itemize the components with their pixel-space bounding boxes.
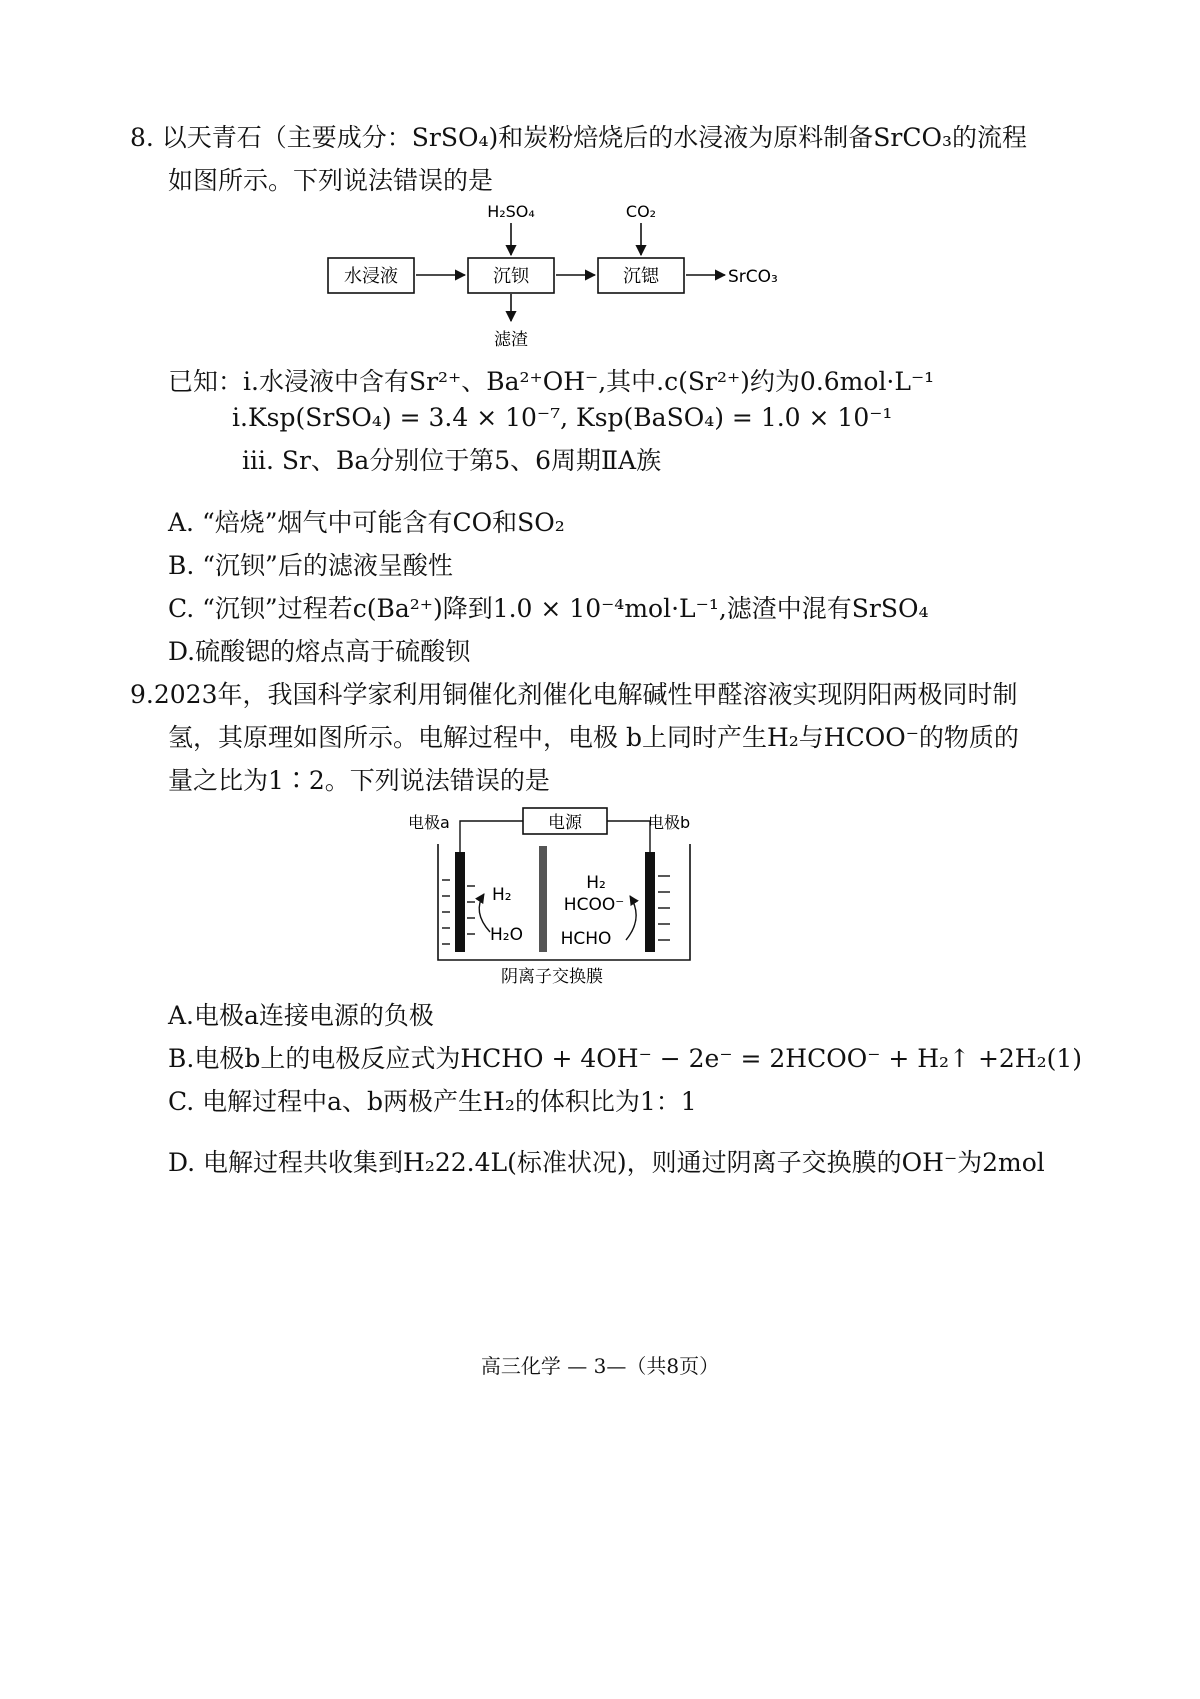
electrode-b-label: 电极b [648, 813, 691, 832]
q8-stem-line2: 如图所示。下列说法错误的是 [168, 166, 494, 195]
membrane-label: 阴离子交换膜 [501, 967, 603, 987]
electrode-a-label: 电极a [408, 813, 450, 832]
right-h2: H₂ [586, 873, 606, 893]
reagent-co2: CO₂ [625, 202, 657, 221]
q9-option-b: B.电极b上的电极反应式为HCHO + 4OH⁻ − 2e⁻ = 2HCOO⁻ + H₂↑ +2H₂(1) [168, 1044, 1083, 1073]
q8-option-d: D.硫酸锶的熔点高于硫酸钡 [168, 637, 471, 666]
reagent-h2so4: H₂SO₄ [487, 202, 535, 221]
right-hcoo: HCOO⁻ [563, 895, 625, 915]
wire-right [607, 821, 650, 852]
liquid-right [658, 876, 670, 940]
arrow-right-reaction [626, 896, 636, 940]
box2-label: 沉钡 [493, 266, 529, 287]
q8-option-b: B. “沉钡”后的滤液呈酸性 [168, 551, 453, 580]
q8-option-a: A. “焙烧”烟气中可能含有CO和SO₂ [168, 508, 565, 537]
q8-stem-line1: 8. 以天青石（主要成分：SrSO₄)和炭粉焙烧后的水浸液为原料制备SrCO₃的流程 [130, 123, 1027, 152]
q9-option-c: C. 电解过程中a、b两极产生H₂的体积比为1：1 [168, 1087, 697, 1116]
arrow-left-reaction [479, 894, 490, 932]
left-h2o: H₂O [490, 925, 523, 945]
q8-known-2: i.Ksp(SrSO₄) = 3.4 × 10⁻⁷, Ksp(BaSO₄) = 1.0 × 10⁻¹ [232, 403, 893, 432]
residue-label: 滤渣 [494, 330, 528, 350]
q8-known-3: iii. Sr、Ba分别位于第5、6周期ⅡA族 [242, 446, 662, 475]
wire-left [460, 821, 523, 852]
q8-known-1: 已知：i.水浸液中含有Sr²⁺、Ba²⁺OH⁻,其中.c(Sr²⁺)约为0.6mol·L⁻¹ [168, 367, 935, 396]
electrode-b [645, 852, 655, 952]
q8-flow-diagram [320, 195, 800, 355]
q9-stem-line2: 氢，其原理如图所示。电解过程中，电极 b上同时产生H₂与HCOO⁻的物质的 [168, 723, 1019, 752]
box3-label: 沉锶 [623, 266, 659, 287]
q9-electrolysis-diagram [400, 800, 730, 990]
box1-label: 水浸液 [344, 266, 398, 287]
left-h2: H₂ [492, 885, 512, 905]
q9-option-d: D. 电解过程共收集到H₂22.4L(标准状况)，则通过阴离子交换膜的OH⁻为2mol [168, 1148, 1045, 1177]
q9-stem-line1: 9.2023年，我国科学家利用铜催化剂催化电解碱性甲醛溶液实现阴阳两极同时制 [130, 680, 1018, 709]
anion-exchange-membrane [539, 846, 547, 952]
right-hcho: HCHO [560, 929, 612, 949]
product-label: SrCO₃ [728, 267, 778, 287]
q8-option-c: C. “沉钡”过程若c(Ba²⁺)降到1.0 × 10⁻⁴mol·L⁻¹,滤渣中混有SrSO₄ [168, 594, 929, 623]
electrode-a [455, 852, 465, 952]
q9-stem-line3: 量之比为1∶2。下列说法错误的是 [168, 766, 550, 795]
power-label: 电源 [548, 813, 582, 833]
q9-option-a: A.电极a连接电源的负极 [168, 1001, 434, 1030]
page-footer: 高三化学 — 3—（共8页） [480, 1354, 720, 1378]
